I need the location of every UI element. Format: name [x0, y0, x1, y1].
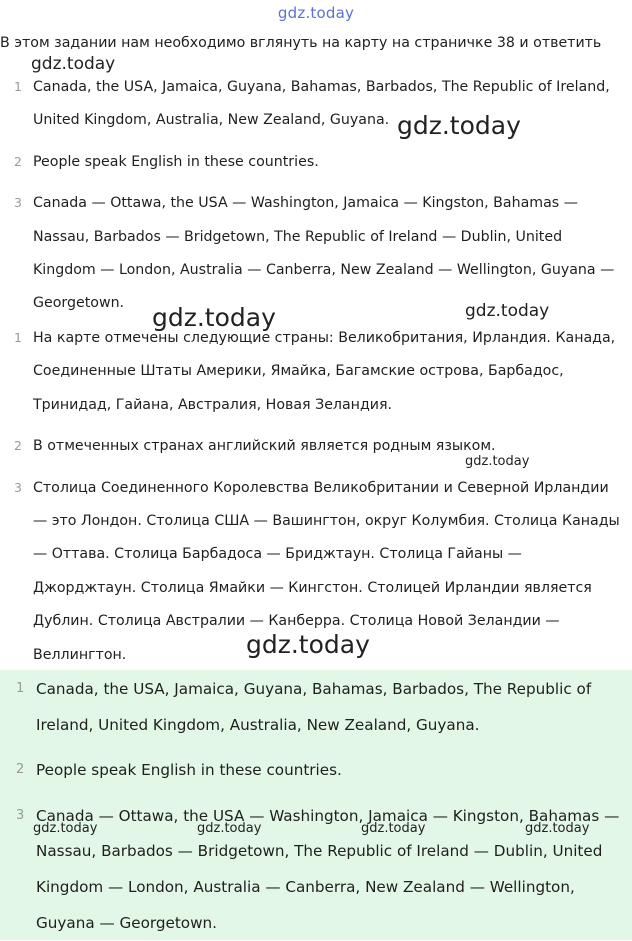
site-title[interactable]: gdz.today — [277, 4, 355, 22]
answer-item-1 — [0, 322, 632, 422]
item-number: 1 — [14, 79, 22, 94]
watermark: gdz.today — [465, 454, 530, 469]
watermark: gdz.today — [525, 821, 590, 836]
item-number: 2 — [14, 438, 22, 454]
answer-text: Столица Соединенного Королевства Великобритании и Северной Ирландии — это Лондон. Столица США — Вашингтон, округ Колумбия. Столица Канады — Оттава. Столица Барбадоса — Бриджтаун. Столица Гайаны — Джорджтаун. Столица Ямайки — Кингстон. Столицей Ирландии является Дублин. Столица Австралии — Канберра. Столица Новой Зеландии — Веллингтон. — [33, 479, 620, 663]
answer-text: На карте отмечены следующие страны: Великобритания, Ирландия. Канада, Соединенные Штаты Америки, Ямайка, Багамские острова, Барбадос, Тринидад, Гайана, Австралия, Новая Зеландия. — [33, 330, 616, 413]
answer-text: Canada, the USA, Jamaica, Guyana, Bahamas, Barbados, The Republic of Ireland, United Kingdom, Australia, New Zealand, Guyana. — [36, 680, 592, 734]
answer-text: В отмеченных странах английский является родным языком. — [33, 438, 496, 455]
watermark: gdz.today — [397, 111, 521, 140]
watermark: gdz.today — [246, 630, 370, 659]
answer-item-3 — [0, 187, 632, 321]
watermark: gdz.today — [33, 821, 98, 836]
watermark: gdz.today — [31, 54, 116, 74]
answer-item-2 — [0, 430, 632, 463]
watermark: gdz.today — [361, 821, 426, 836]
item-number: 2 — [14, 153, 22, 169]
answer-text: People speak English in these countries. — [36, 761, 342, 780]
answer-item-3 — [0, 799, 632, 941]
answer-text: Canada — Ottawa, the USA — Washington, Jamaica — Kingston, Bahamas — Nassau, Barbados — Bridgetown, The Republic of Ireland — Dublin, United Kingdom — London, Australia — Canberra, New Zealand — Wellington, Guyana — Georgetown. — [36, 806, 620, 932]
watermark: gdz.today — [152, 303, 276, 332]
answer-text: People speak English in these countries. — [33, 153, 319, 170]
item-number: 3 — [14, 479, 22, 495]
answer-item-2 — [0, 146, 632, 179]
item-number: 3 — [16, 807, 25, 823]
answer-item-3 — [0, 472, 632, 672]
highlighted-answers — [0, 670, 632, 940]
answer-item-1 — [0, 71, 632, 138]
item-number: 3 — [14, 195, 22, 211]
item-number: 1 — [14, 330, 22, 345]
item-number: 1 — [16, 681, 25, 696]
watermark: gdz.today — [197, 821, 262, 836]
russian-answers — [0, 322, 632, 672]
answer-item-2 — [0, 753, 632, 789]
item-number: 2 — [16, 762, 25, 778]
answer-text: Canada — Ottawa, the USA — Washington, Jamaica — Kingston, Bahamas — Nassau, Barbados — Bridgetown, The Republic of Ireland — Dublin, United Kingdom — London, Australia — Canberra, New Zealand — Wellington, Guyana — Georgetown. — [33, 195, 615, 312]
answer-item-1 — [0, 672, 632, 743]
answer-text: Canada, the USA, Jamaica, Guyana, Bahamas, Barbados, The Republic of Ireland, United Kingdom, Australia, New Zealand, Guyana. — [33, 79, 610, 129]
watermark: gdz.today — [465, 301, 550, 321]
intro-text: В этом задании нам необходимо вглянуть на карту на страничке 38 и ответить — [0, 35, 602, 51]
english-answers — [0, 71, 632, 321]
